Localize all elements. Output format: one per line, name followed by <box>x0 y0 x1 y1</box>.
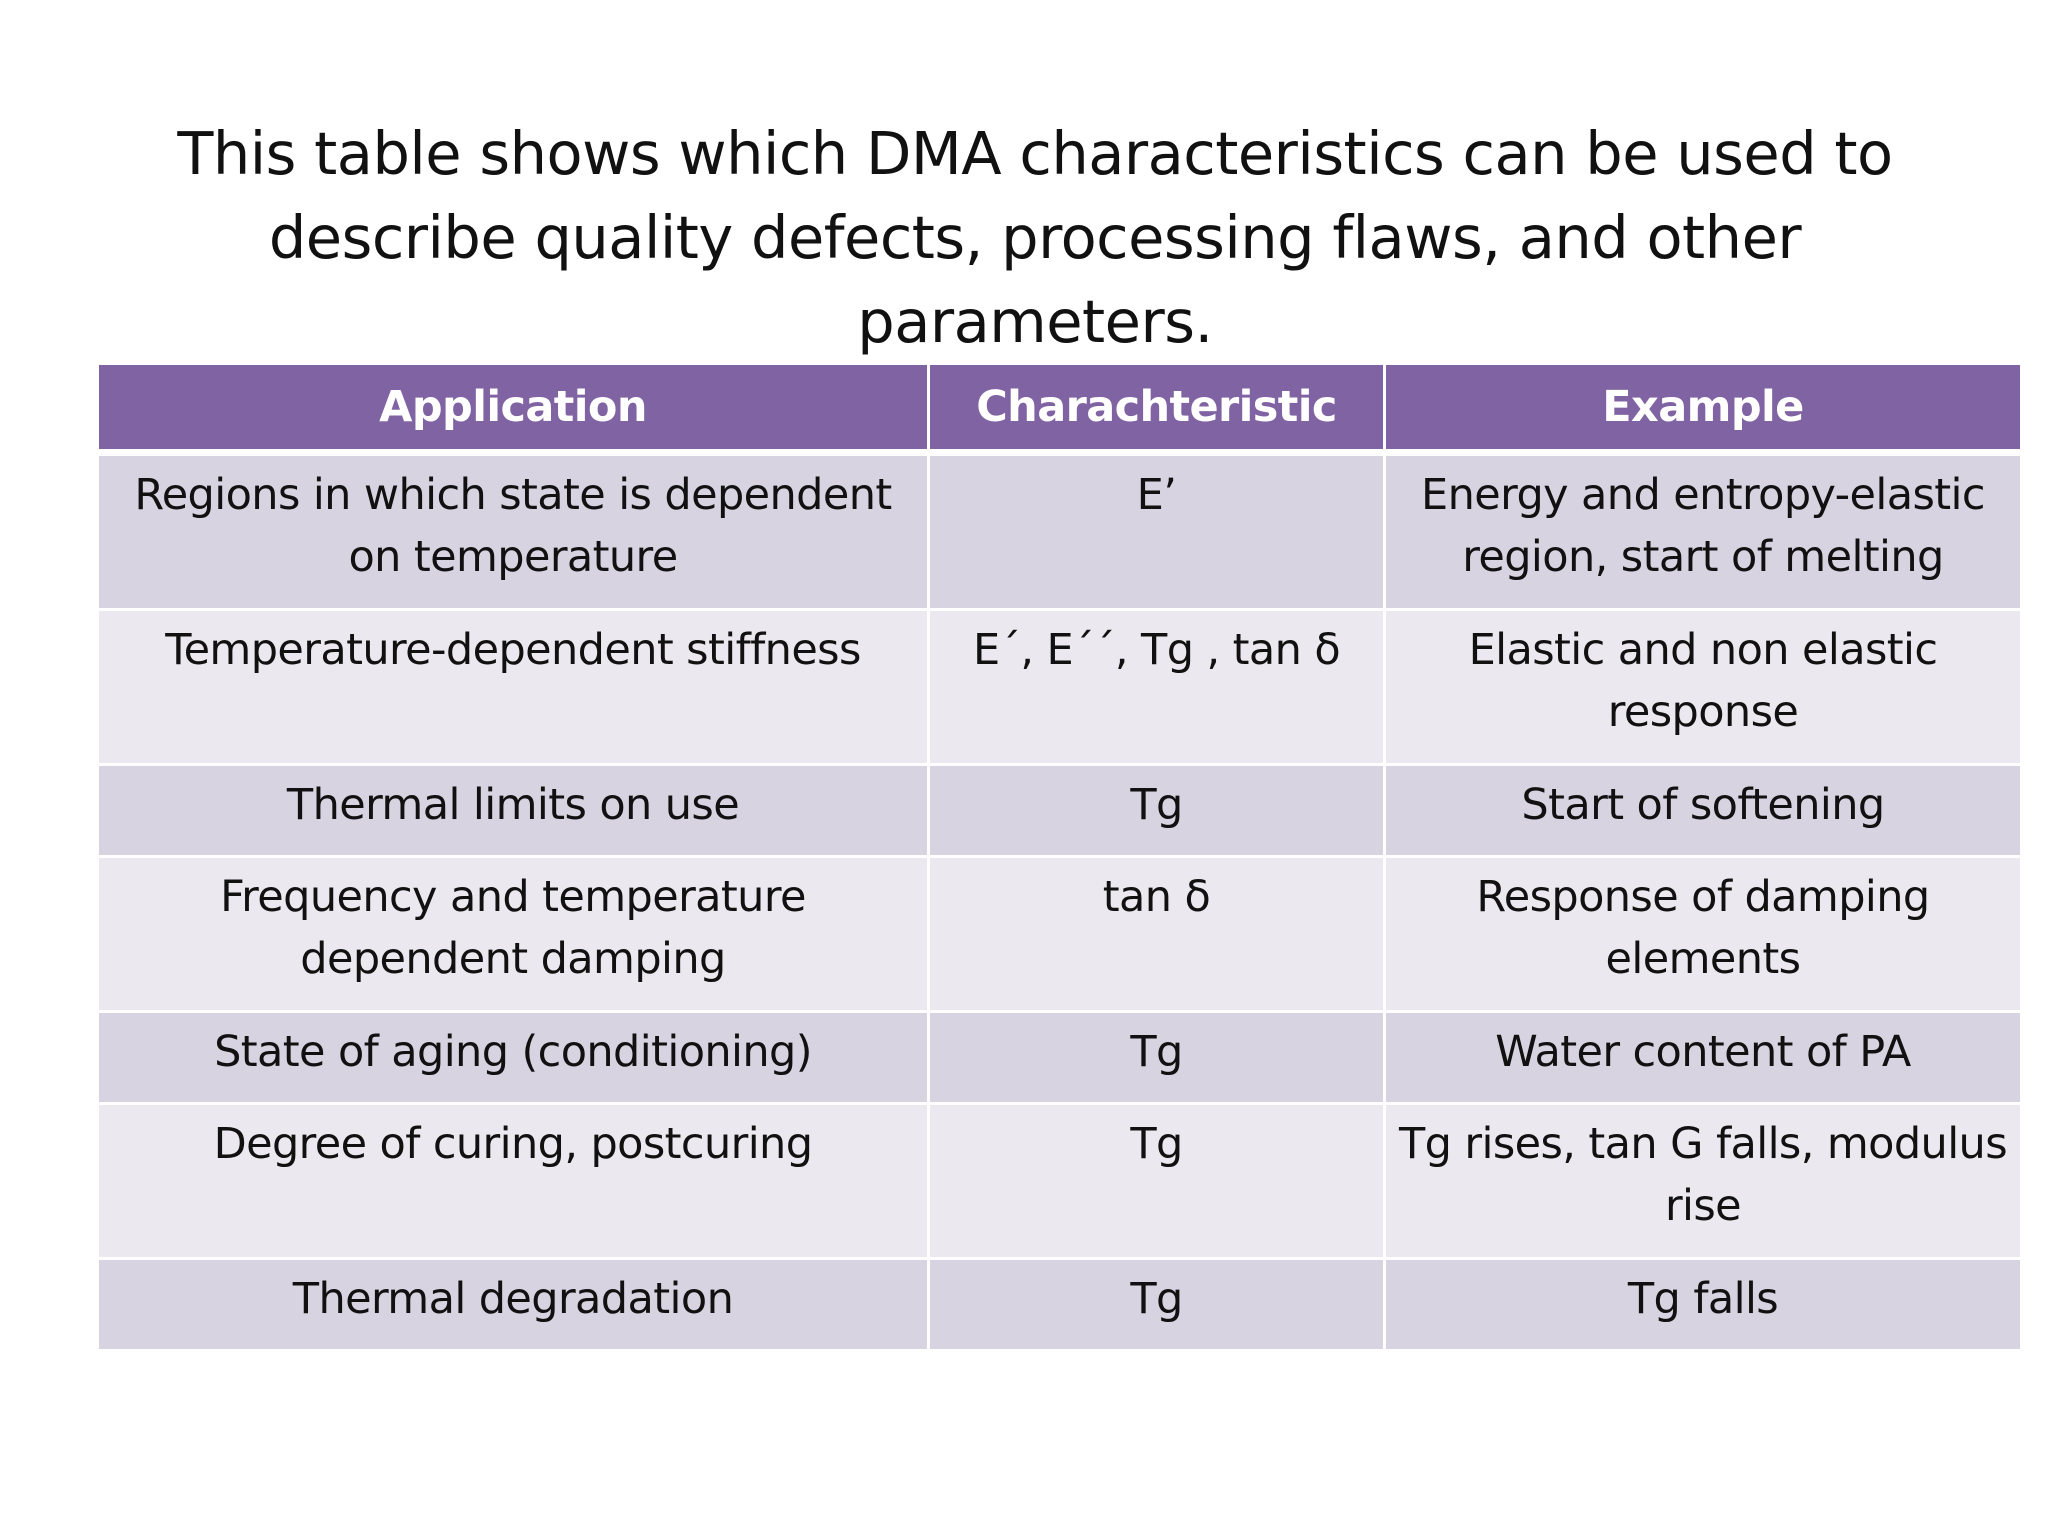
cell-application: Frequency and temperature dependent damping <box>98 857 929 1012</box>
slide-title-line-1: This table shows which DMA characteristics can be used to <box>177 119 1893 188</box>
table-row <box>98 610 2022 765</box>
header-example: Example <box>1385 364 2022 453</box>
table-row <box>98 453 2022 610</box>
cell-example: Response of damping elements <box>1385 857 2022 1012</box>
table-header <box>98 364 2022 453</box>
cell-characteristic: E´, E´´, Tg , tan δ <box>929 610 1385 765</box>
cell-example: Start of softening <box>1385 765 2022 857</box>
cell-application: Thermal degradation <box>98 1259 929 1351</box>
cell-example: Tg falls <box>1385 1259 2022 1351</box>
cell-characteristic: Tg <box>929 1104 1385 1259</box>
cell-application: Thermal limits on use <box>98 765 929 857</box>
cell-example: Tg rises, tan G falls, modulus rise <box>1385 1104 2022 1259</box>
cell-characteristic: Tg <box>929 1259 1385 1351</box>
cell-characteristic: Tg <box>929 1012 1385 1104</box>
table-row <box>98 1104 2022 1259</box>
cell-example: Energy and entropy-elastic region, start of melting <box>1385 453 2022 610</box>
cell-application: State of aging (conditioning) <box>98 1012 929 1104</box>
cell-characteristic: E’ <box>929 453 1385 610</box>
cell-application: Degree of curing, postcuring <box>98 1104 929 1259</box>
table-row <box>98 857 2022 1012</box>
cell-application: Temperature-dependent stiffness <box>98 610 929 765</box>
cell-characteristic: Tg <box>929 765 1385 857</box>
header-application: Application <box>98 364 929 453</box>
slide-title-line-2: describe quality defects, processing flaws, and other parameters. <box>268 203 1802 356</box>
cell-characteristic: tan δ <box>929 857 1385 1012</box>
dma-characteristics-table <box>96 362 2023 1352</box>
cell-application: Regions in which state is dependent on temperature <box>98 453 929 610</box>
header-row <box>98 364 2022 453</box>
cell-example: Water content of PA <box>1385 1012 2022 1104</box>
table-row <box>98 1012 2022 1104</box>
header-characteristic: Charachteristic <box>929 364 1385 453</box>
cell-example: Elastic and non elastic response <box>1385 610 2022 765</box>
table-body <box>98 453 2022 1351</box>
slide-title <box>100 112 1970 364</box>
table-row <box>98 765 2022 857</box>
table-row <box>98 1259 2022 1351</box>
